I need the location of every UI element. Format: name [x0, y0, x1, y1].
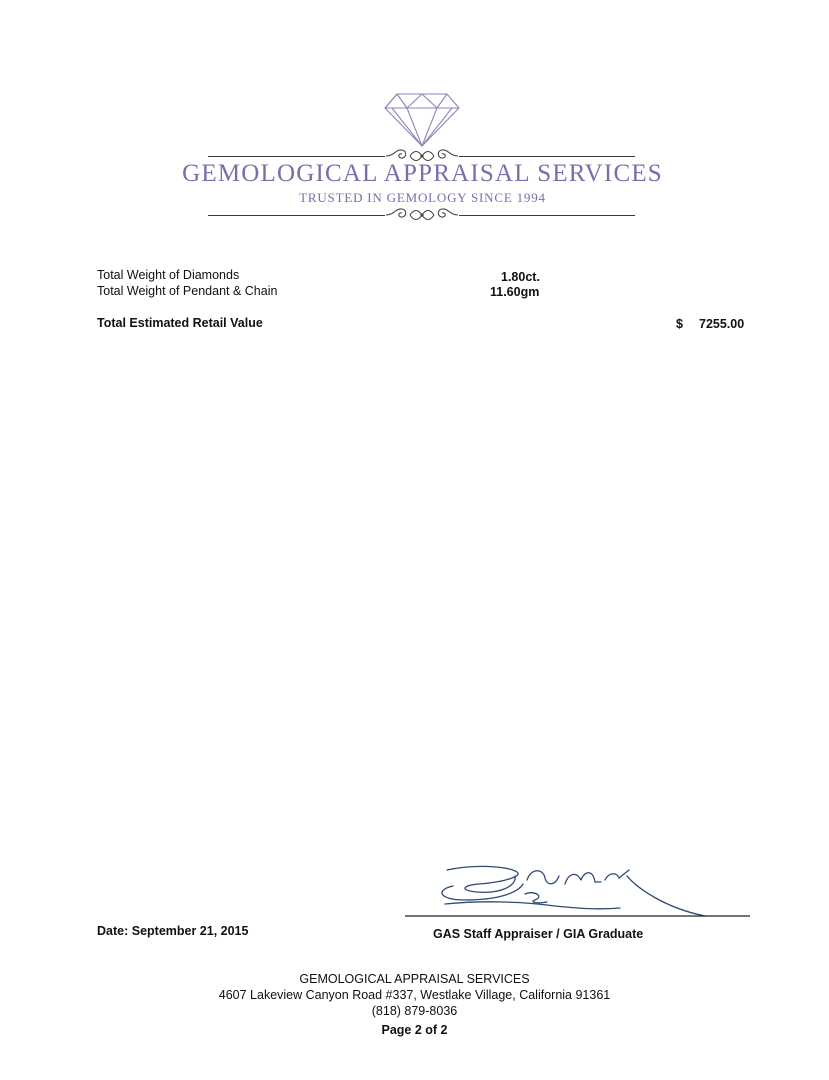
appraisal-date: Date: September 21, 2015 [97, 924, 249, 938]
total-label: Total Estimated Retail Value [97, 316, 263, 330]
page-number: Page 2 of 2 [381, 1023, 448, 1037]
header-top-rule [459, 156, 635, 157]
header-top-rule [208, 156, 385, 157]
detail-label-diamonds: Total Weight of Diamonds [97, 268, 240, 282]
detail-value-pendant: 11.60gm [490, 285, 540, 299]
footer-company: GEMOLOGICAL APPRAISAL SERVICES [299, 972, 530, 986]
footer-phone: (818) 879-8036 [371, 1004, 458, 1018]
total-amount: 7255.00 [699, 317, 745, 331]
company-title: GEMOLOGICAL APPRAISAL SERVICES [182, 160, 663, 187]
scroll-ornament-icon [384, 205, 460, 225]
detail-label-pendant: Total Weight of Pendant & Chain [97, 284, 278, 298]
detail-value-diamonds: 1.80ct. [501, 270, 540, 284]
header-bottom-rule [459, 215, 635, 216]
diamond-icon [383, 92, 461, 148]
total-currency: $ [676, 317, 683, 331]
header-bottom-rule [208, 215, 385, 216]
company-tagline: TRUSTED IN GEMOLOGY SINCE 1994 [299, 190, 546, 205]
signature [405, 860, 750, 922]
signer-title: GAS Staff Appraiser / GIA Graduate [433, 927, 644, 941]
footer-address: 4607 Lakeview Canyon Road #337, Westlake Village, California 91361 [218, 988, 611, 1002]
